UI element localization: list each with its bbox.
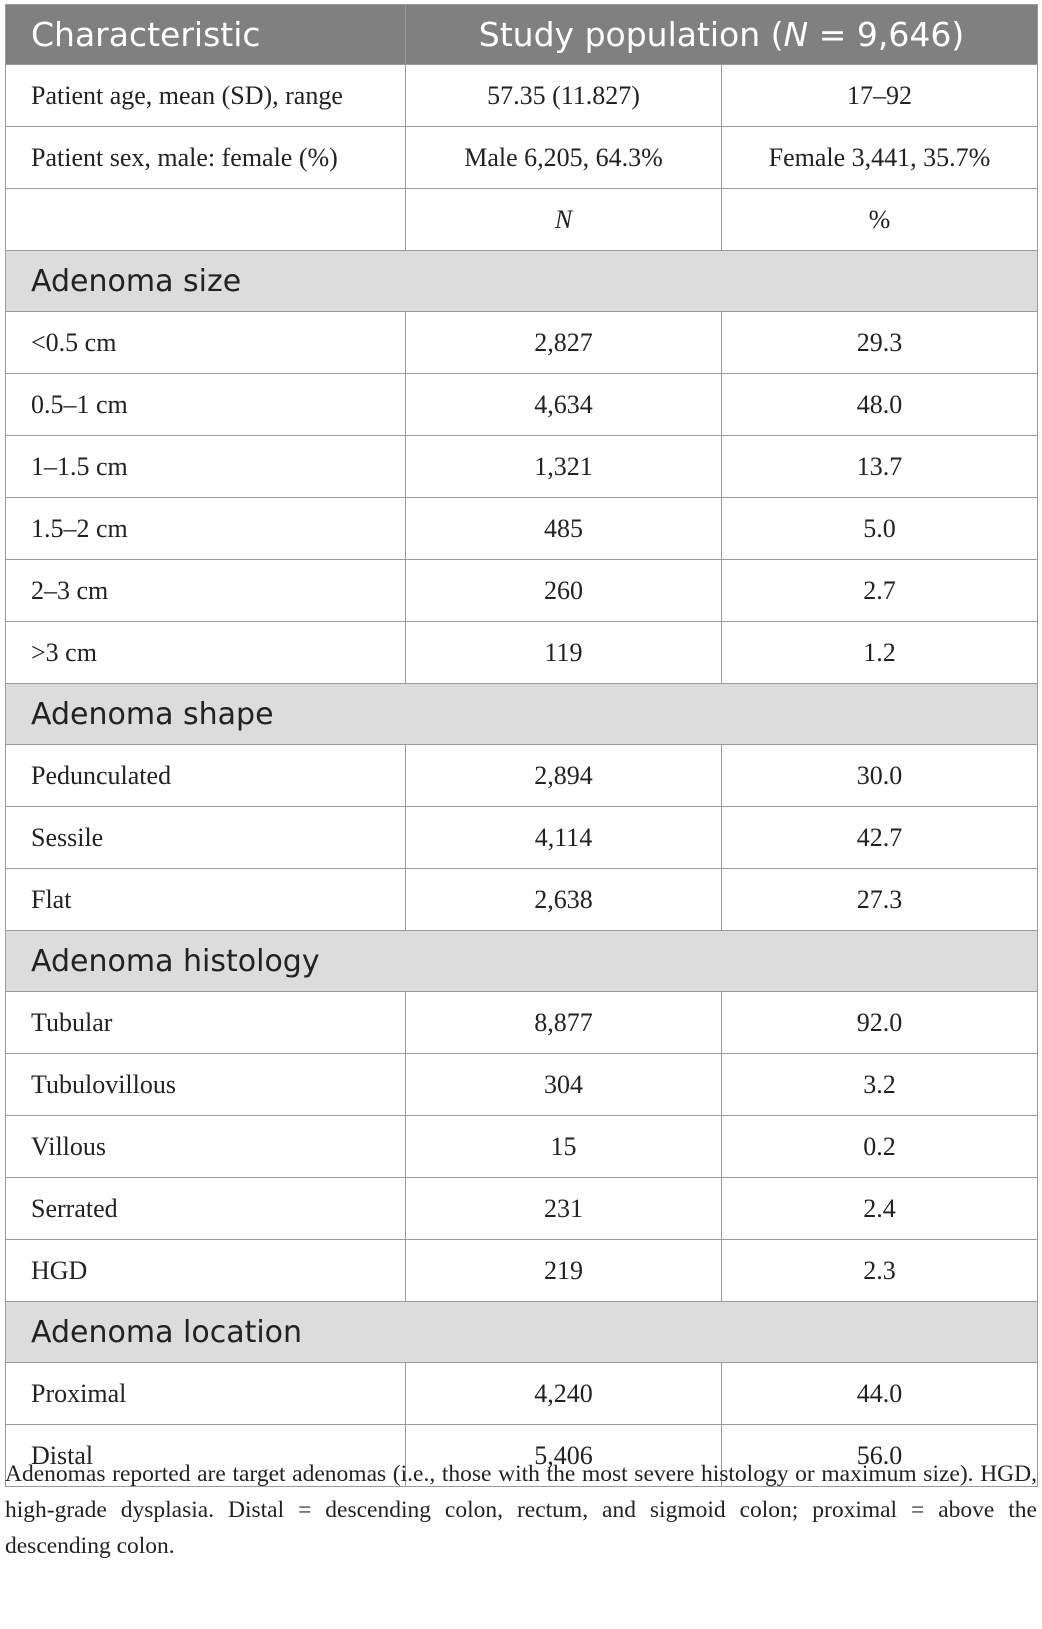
cell-pct: 48.0 — [722, 374, 1038, 436]
row-label: Patient age, mean (SD), range — [6, 65, 406, 127]
row-label: Villous — [6, 1116, 406, 1178]
cell-pct: 3.2 — [722, 1054, 1038, 1116]
section-title: Adenoma histology — [6, 931, 1038, 992]
header-study-population — [406, 5, 1038, 65]
table-row — [6, 1178, 1038, 1240]
cell-n: 304 — [406, 1054, 722, 1116]
cell-pct: 5.0 — [722, 498, 1038, 560]
cell-n: 5,406 — [406, 1425, 722, 1487]
cell-n: 15 — [406, 1116, 722, 1178]
row-label: Serrated — [6, 1178, 406, 1240]
table-row — [6, 498, 1038, 560]
cell-pct: 29.3 — [722, 312, 1038, 374]
row-label: 1–1.5 cm — [6, 436, 406, 498]
row-label: >3 cm — [6, 622, 406, 684]
row-label: Tubulovillous — [6, 1054, 406, 1116]
section-title: Adenoma size — [6, 251, 1038, 312]
cell-pct: 1.2 — [722, 622, 1038, 684]
cell-n: 219 — [406, 1240, 722, 1302]
table-row — [6, 745, 1038, 807]
section-header — [6, 1302, 1038, 1363]
cell-n: 8,877 — [406, 992, 722, 1054]
cell-pct: 27.3 — [722, 869, 1038, 931]
header-n: N — [783, 15, 809, 54]
section-header — [6, 251, 1038, 312]
cell-pct: 2.4 — [722, 1178, 1038, 1240]
cell-pct: 30.0 — [722, 745, 1038, 807]
cell-pct: 42.7 — [722, 807, 1038, 869]
cell-pct: 56.0 — [722, 1425, 1038, 1487]
row-label: 1.5–2 cm — [6, 498, 406, 560]
characteristics-table — [5, 4, 1038, 1487]
cell-pct: 2.7 — [722, 560, 1038, 622]
table-row — [6, 312, 1038, 374]
header-characteristic: Characteristic — [6, 5, 406, 65]
row-label: Tubular — [6, 992, 406, 1054]
row-label — [6, 189, 406, 251]
table-row — [6, 1054, 1038, 1116]
section-header — [6, 684, 1038, 745]
table-row — [6, 1363, 1038, 1425]
row-label: <0.5 cm — [6, 312, 406, 374]
row-label: Distal — [6, 1425, 406, 1487]
table-row — [6, 869, 1038, 931]
row-label: Patient sex, male: female (%) — [6, 127, 406, 189]
cell-n: 485 — [406, 498, 722, 560]
header-suffix: = 9,646) — [808, 15, 965, 54]
table-row — [6, 622, 1038, 684]
cell-n: 2,894 — [406, 745, 722, 807]
cell-n: 2,638 — [406, 869, 722, 931]
cell-pct: 0.2 — [722, 1116, 1038, 1178]
cell-n: 231 — [406, 1178, 722, 1240]
cell-n: 260 — [406, 560, 722, 622]
cell-pct: 92.0 — [722, 992, 1038, 1054]
cell-pct: 2.3 — [722, 1240, 1038, 1302]
cell-n: 2,827 — [406, 312, 722, 374]
column-label-row — [6, 189, 1038, 251]
col-label-n: N — [406, 189, 722, 251]
cell-pct: 44.0 — [722, 1363, 1038, 1425]
section-header — [6, 931, 1038, 992]
header-row — [6, 5, 1038, 65]
cell-n: 4,240 — [406, 1363, 722, 1425]
cell-pct: 13.7 — [722, 436, 1038, 498]
row-label: 2–3 cm — [6, 560, 406, 622]
row-label: 0.5–1 cm — [6, 374, 406, 436]
cell-n: 4,634 — [406, 374, 722, 436]
cell-n: 1,321 — [406, 436, 722, 498]
row-label: HGD — [6, 1240, 406, 1302]
cell-value: Male 6,205, 64.3% — [406, 127, 722, 189]
table-container — [5, 4, 1037, 1487]
table-row — [6, 992, 1038, 1054]
table-row — [6, 436, 1038, 498]
header-prefix: Study population ( — [478, 15, 784, 54]
cell-n: 4,114 — [406, 807, 722, 869]
section-title: Adenoma shape — [6, 684, 1038, 745]
cell-n: 119 — [406, 622, 722, 684]
table-footnote: Adenomas reported are target adenomas (i.e., those with the most severe histology or maximum size). HGD, high-grade dysplasia. Distal = descending colon, rectum, and sigmoid colon; proximal = above the descending colon. — [5, 1461, 1037, 1559]
col-label-percent: % — [722, 189, 1038, 251]
table-row — [6, 374, 1038, 436]
table-row — [6, 65, 1038, 127]
cell-value: 57.35 (11.827) — [406, 65, 722, 127]
table-row — [6, 1116, 1038, 1178]
row-label: Proximal — [6, 1363, 406, 1425]
table-row — [6, 807, 1038, 869]
table-row — [6, 560, 1038, 622]
row-label: Pedunculated — [6, 745, 406, 807]
cell-value: Female 3,441, 35.7% — [722, 127, 1038, 189]
row-label: Sessile — [6, 807, 406, 869]
row-label: Flat — [6, 869, 406, 931]
table-row — [6, 127, 1038, 189]
section-title: Adenoma location — [6, 1302, 1038, 1363]
table-row — [6, 1240, 1038, 1302]
cell-value: 17–92 — [722, 65, 1038, 127]
